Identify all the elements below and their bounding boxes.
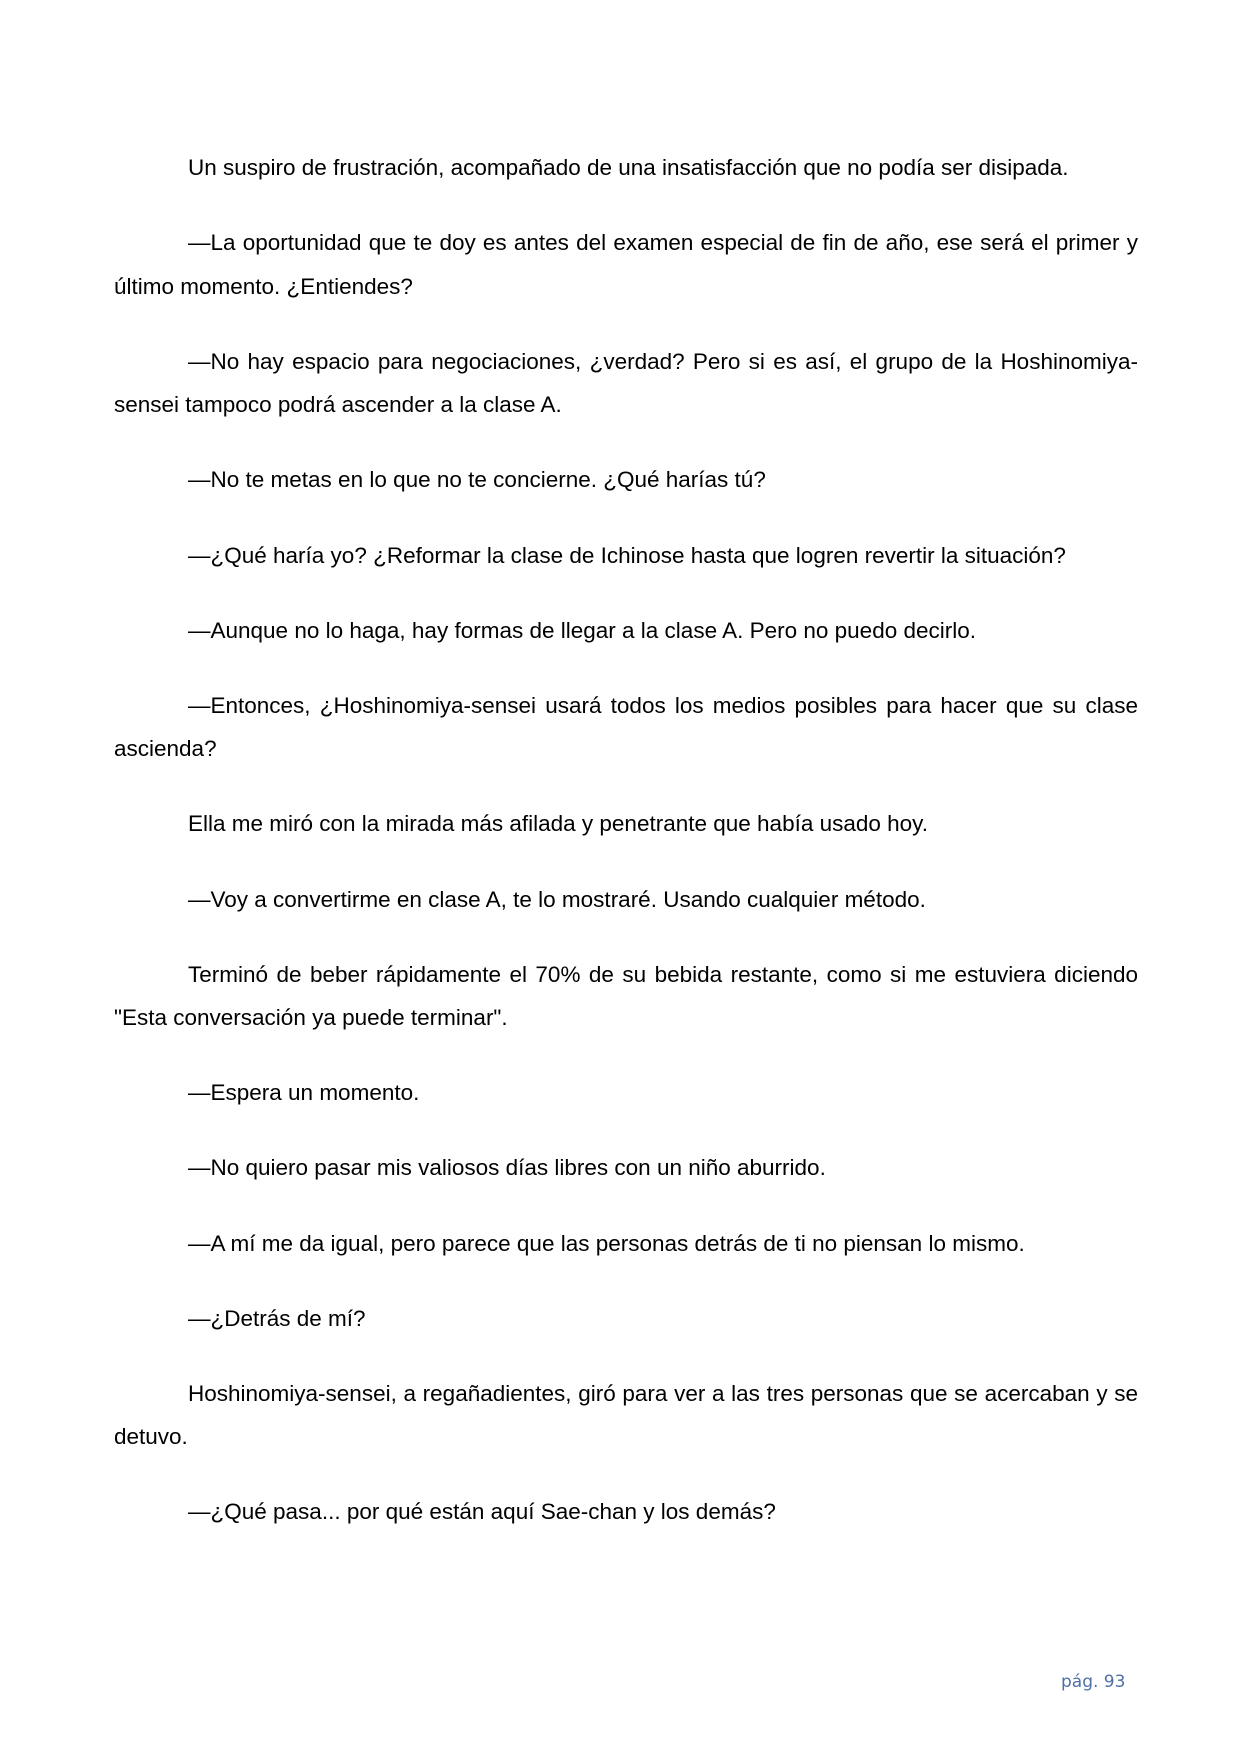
paragraph: —No quiero pasar mis valiosos días libres con un niño aburrido.: [188, 1155, 826, 1181]
paragraph: —Espera un momento.: [188, 1080, 420, 1106]
paragraph: —¿Qué haría yo? ¿Reformar la clase de Ichinose hasta que logren revertir la situación?: [188, 542, 1066, 568]
paragraph: Hoshinomiya-sensei, a regañadientes, giró para ver a las tres personas que se acercaban y se detuvo.: [114, 1380, 1138, 1450]
paragraph: Terminó de beber rápidamente el 70% de su bebida restante, como si me estuviera diciendo "Esta conversación ya puede terminar".: [114, 961, 1138, 1031]
paragraph: —Entonces, ¿Hoshinomiya-sensei usará todos los medios posibles para hacer que su clase ascienda?: [114, 692, 1138, 762]
page-number: pág. 93: [1061, 1672, 1126, 1692]
paragraph: —La oportunidad que te doy es antes del examen especial de fin de año, ese será el primer y último momento. ¿Entiendes?: [114, 230, 1138, 299]
document-body: [114, 146, 1138, 1565]
paragraph: —No hay espacio para negociaciones, ¿verdad? Pero si es así, el grupo de la Hoshinomiya-sensei tampoco podrá ascender a la clase A.: [114, 348, 1138, 418]
paragraph: —No te metas en lo que no te concierne. ¿Qué harías tú?: [188, 467, 766, 493]
paragraph: —¿Qué pasa... por qué están aquí Sae-chan y los demás?: [188, 1499, 776, 1525]
paragraph: —A mí me da igual, pero parece que las personas detrás de ti no piensan lo mismo.: [188, 1230, 1025, 1256]
paragraph: —¿Detrás de mí?: [188, 1305, 366, 1331]
paragraph: —Aunque no lo haga, hay formas de llegar a la clase A. Pero no puedo decirlo.: [188, 617, 977, 643]
paragraph: Un suspiro de frustración, acompañado de una insatisfacción que no podía ser disipada.: [188, 155, 1069, 180]
paragraph: Ella me miró con la mirada más afilada y penetrante que había usado hoy.: [188, 811, 929, 837]
paragraph: —Voy a convertirme en clase A, te lo mostraré. Usando cualquier método.: [188, 886, 926, 912]
